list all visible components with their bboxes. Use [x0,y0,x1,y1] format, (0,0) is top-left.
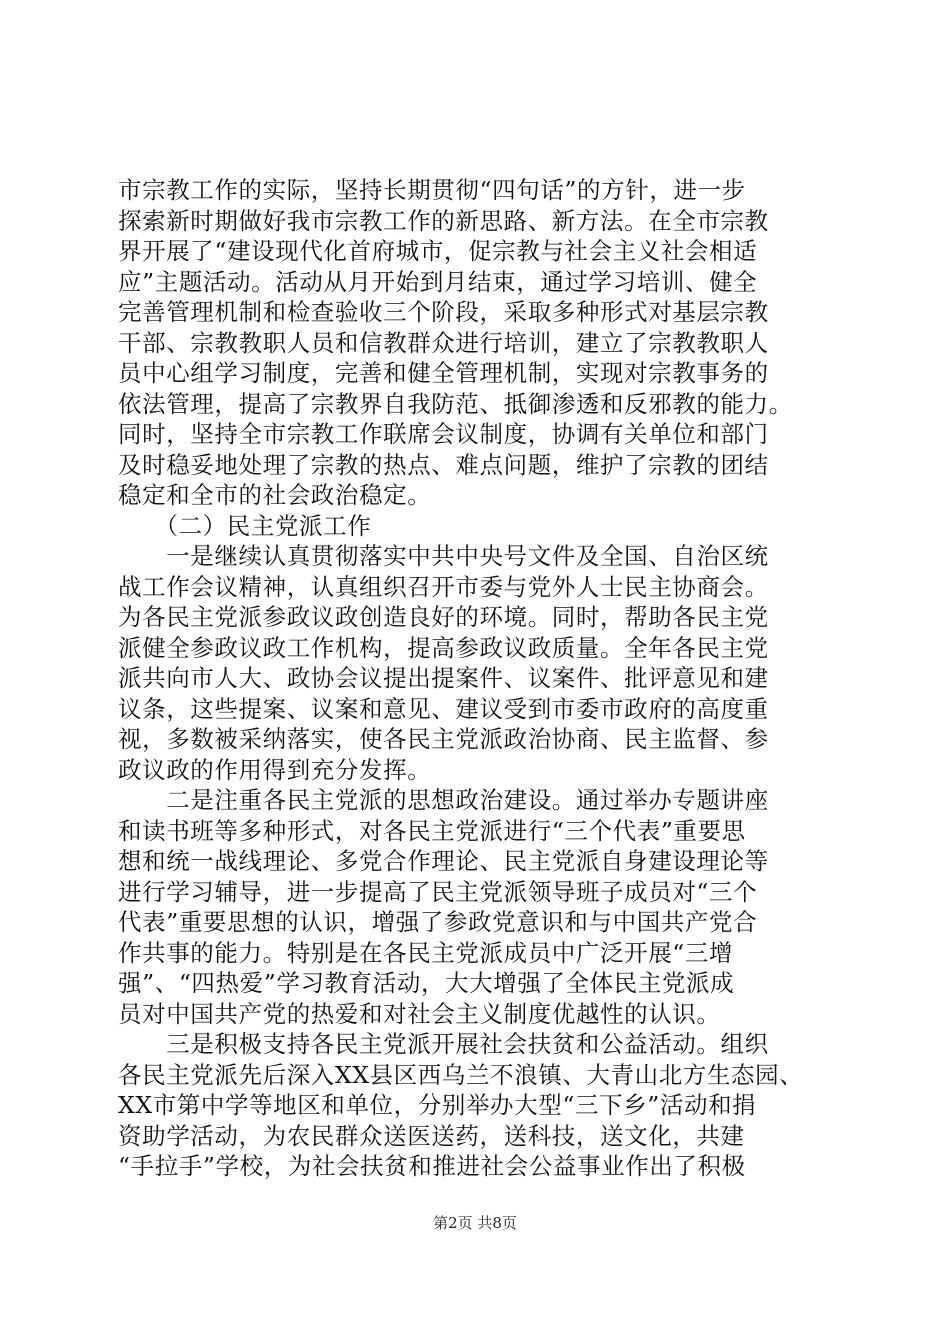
text-line: XX市第中学等地区和单位，分别举办大型“三下乡”活动和捐 [118,1091,757,1119]
text-line: 派健全参政议政工作机构，提高参政议政质量。全年各民主党 [118,633,769,662]
text-line: 战工作会议精神，认真组织召开市委与党外人士民主协商会。 [118,572,769,601]
text-line: 各民主党派先后深入XX县区西乌兰不浪镇、大青山北方生态园、 [118,1060,804,1089]
text-line: 议条，这些提案、议案和意见、建议受到市委市政府的高度重 [118,694,769,723]
page-footer: 第2页 共8页 [433,1214,517,1232]
text-line: 一是继续认真贯彻落实中共中央号文件及全国、自治区统 [118,542,769,570]
text-line: “手拉手”学校，为社会扶贫和推进社会公益事业作出了积极 [118,1152,746,1180]
text-line: 市宗教工作的实际，坚持长期贯彻“四句话”的方针，进一步 [118,176,746,204]
text-line: 作共事的能力。特别是在各民主党派成员中广泛开展“三增 [118,938,734,967]
text-line: 进行学习辅导，进一步提高了民主党派领导班子成员对“三个 [118,877,758,906]
text-line: 代表”重要思想的认识，增强了参政党意识和与中国共产党合 [118,908,758,936]
text-line: 员中心组学习制度，完善和健全管理机制，实现对宗教事务的 [118,359,769,387]
text-line: 完善管理机制和检查验收三个阶段，采取多种形式对基层宗教 [118,298,769,326]
text-line: 二是注重各民主党派的思想政治建设。通过举办专题讲座 [118,786,769,814]
text-line: 资助学活动，为农民群众送医送药，送科技，送文化，共建 [118,1121,745,1150]
text-line: 干部、宗教教职人员和信教群众进行培训，建立了宗教教职人 [118,328,769,357]
text-line: 强”、“四热爱”学习教育活动，大大增强了全体民主党派成 [118,969,735,997]
text-line: 员对中国共产党的热爱和对社会主义制度优越性的认识。 [118,999,721,1028]
text-line: 依法管理，提高了宗教界自我防范、抵御渗透和反邪教的能力。 [118,389,793,418]
text-line: 视，多数被采纳落实，使各民主党派政治协商、民主监督、参 [118,725,769,753]
text-line: 派共向市人大、政协会议提出提案件、议案件、批评意见和建 [118,664,769,692]
text-line: 政议政的作用得到充分发挥。 [118,755,432,784]
text-line: 同时，坚持全市宗教工作联席会议制度，协调有关单位和部门 [118,420,769,448]
text-line: 探索新时期做好我市宗教工作的新思路、新方法。在全市宗教 [118,206,769,235]
text-line: 想和统一战线理论、多党合作理论、民主党派自身建设理论等 [118,847,769,875]
text-line: 及时稳妥地处理了宗教的热点、难点问题，维护了宗教的团结 [118,450,769,479]
text-line: （二）民主党派工作 [118,511,372,540]
text-line: 稳定和全市的社会政治稳定。 [118,481,432,509]
body-text [118,175,838,1182]
text-line: 界开展了“建设现代化首府城市，促宗教与社会主义社会相适 [118,237,758,265]
text-line: 和读书班等多种形式，对各民主党派进行“三个代表”重要思 [118,816,746,845]
text-line: 三是积极支持各民主党派开展社会扶贫和公益活动。组织 [118,1030,769,1058]
text-line: 为各民主党派参政议政创造良好的环境。同时，帮助各民主党 [118,603,769,631]
text-line: 应”主题活动。活动从月开始到月结束，通过学习培训、健全 [118,267,758,296]
